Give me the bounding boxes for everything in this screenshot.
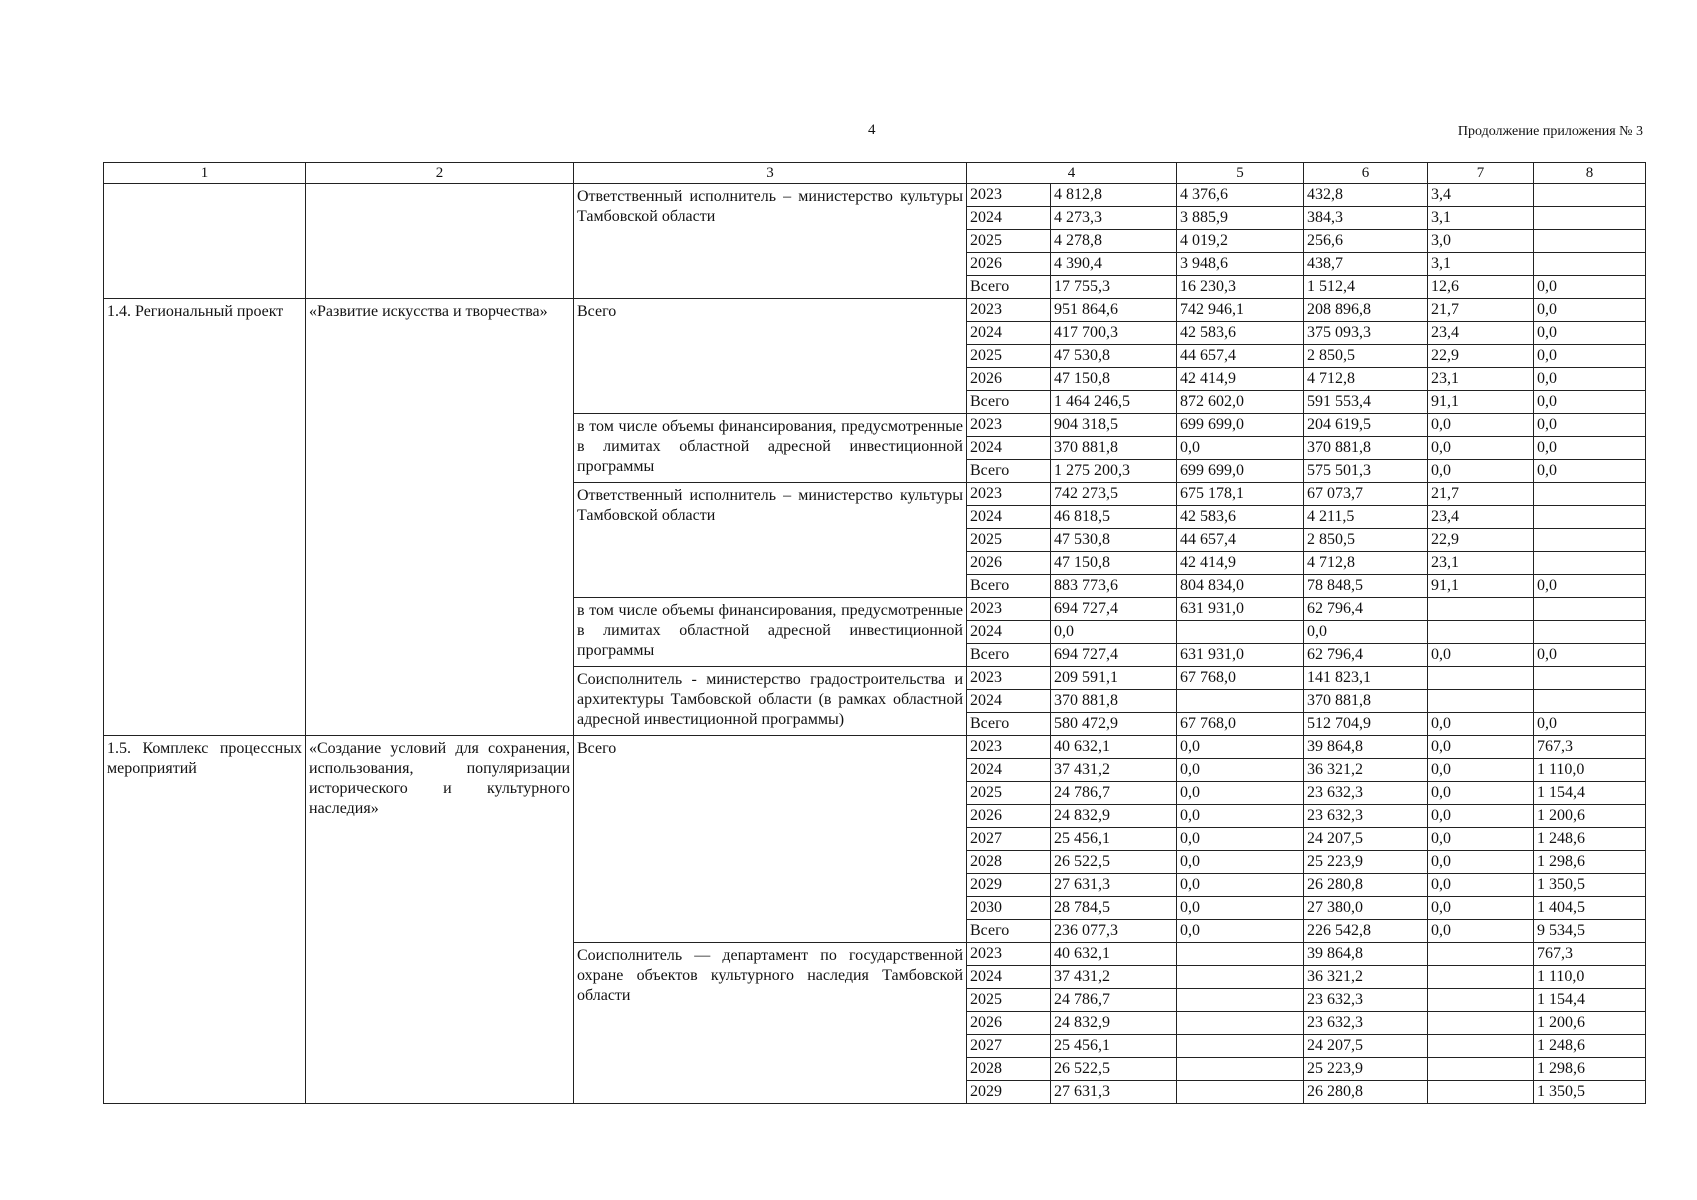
executor-cell: в том числе объемы финансирования, предусмотренные в лимитах областной адресной инвестиционной программы — [574, 414, 967, 483]
extra-budget-cell: 1 298,6 — [1534, 851, 1646, 874]
header-col-1: 1 — [104, 163, 306, 184]
year-cell: 2030 — [967, 897, 1051, 920]
federal-cell — [1177, 1012, 1304, 1035]
year-cell: 2023 — [967, 483, 1051, 506]
local-cell — [1428, 1012, 1534, 1035]
total-cell: 26 522,5 — [1051, 851, 1177, 874]
regional-cell: 78 848,5 — [1304, 575, 1428, 598]
regional-cell: 1 512,4 — [1304, 276, 1428, 299]
total-cell: 27 631,3 — [1051, 874, 1177, 897]
year-cell: 2026 — [967, 368, 1051, 391]
regional-cell: 204 619,5 — [1304, 414, 1428, 437]
extra-budget-cell: 1 200,6 — [1534, 805, 1646, 828]
local-cell — [1428, 1081, 1534, 1104]
total-cell: 25 456,1 — [1051, 1035, 1177, 1058]
federal-cell: 0,0 — [1177, 851, 1304, 874]
local-cell: 0,0 — [1428, 736, 1534, 759]
year-cell: 2026 — [967, 552, 1051, 575]
extra-budget-cell: 1 350,5 — [1534, 1081, 1646, 1104]
extra-budget-cell: 0,0 — [1534, 322, 1646, 345]
federal-cell: 0,0 — [1177, 920, 1304, 943]
section-number-cell — [104, 184, 306, 299]
regional-cell: 375 093,3 — [1304, 322, 1428, 345]
extra-budget-cell — [1534, 207, 1646, 230]
local-cell: 0,0 — [1428, 782, 1534, 805]
federal-cell: 631 931,0 — [1177, 644, 1304, 667]
extra-budget-cell: 1 404,5 — [1534, 897, 1646, 920]
total-cell: 209 591,1 — [1051, 667, 1177, 690]
year-cell: 2023 — [967, 299, 1051, 322]
local-cell: 0,0 — [1428, 713, 1534, 736]
federal-cell: 4 019,2 — [1177, 230, 1304, 253]
year-cell: 2029 — [967, 1081, 1051, 1104]
extra-budget-cell — [1534, 230, 1646, 253]
federal-cell: 42 414,9 — [1177, 368, 1304, 391]
local-cell — [1428, 690, 1534, 713]
local-cell: 0,0 — [1428, 920, 1534, 943]
extra-budget-cell: 767,3 — [1534, 943, 1646, 966]
section-number-cell: 1.4. Региональный проект — [104, 299, 306, 736]
total-cell: 1 275 200,3 — [1051, 460, 1177, 483]
regional-cell: 4 211,5 — [1304, 506, 1428, 529]
executor-cell: Всего — [574, 736, 967, 943]
total-cell: 4 812,8 — [1051, 184, 1177, 207]
regional-cell: 208 896,8 — [1304, 299, 1428, 322]
local-cell — [1428, 667, 1534, 690]
local-cell: 22,9 — [1428, 345, 1534, 368]
year-cell: 2025 — [967, 345, 1051, 368]
local-cell: 0,0 — [1428, 414, 1534, 437]
section-title-cell — [306, 184, 574, 299]
local-cell: 3,4 — [1428, 184, 1534, 207]
regional-cell: 2 850,5 — [1304, 529, 1428, 552]
extra-budget-cell: 0,0 — [1534, 276, 1646, 299]
total-cell: 24 786,7 — [1051, 782, 1177, 805]
local-cell — [1428, 1035, 1534, 1058]
extra-budget-cell: 0,0 — [1534, 644, 1646, 667]
executor-cell: Соисполнитель — департамент по государственной охране объектов культурного наследия Тамбовской области — [574, 943, 967, 1104]
table-row — [104, 184, 1646, 207]
year-cell: 2026 — [967, 805, 1051, 828]
year-cell: Всего — [967, 575, 1051, 598]
total-cell: 47 150,8 — [1051, 368, 1177, 391]
local-cell: 0,0 — [1428, 874, 1534, 897]
federal-cell: 16 230,3 — [1177, 276, 1304, 299]
federal-cell: 67 768,0 — [1177, 713, 1304, 736]
year-cell: 2025 — [967, 529, 1051, 552]
total-cell: 417 700,3 — [1051, 322, 1177, 345]
federal-cell: 42 414,9 — [1177, 552, 1304, 575]
year-cell: 2023 — [967, 736, 1051, 759]
header-col-7: 7 — [1428, 163, 1534, 184]
total-cell: 742 273,5 — [1051, 483, 1177, 506]
local-cell — [1428, 966, 1534, 989]
local-cell: 3,1 — [1428, 207, 1534, 230]
local-cell: 91,1 — [1428, 391, 1534, 414]
federal-cell: 872 602,0 — [1177, 391, 1304, 414]
federal-cell: 44 657,4 — [1177, 529, 1304, 552]
extra-budget-cell: 767,3 — [1534, 736, 1646, 759]
regional-cell: 25 223,9 — [1304, 851, 1428, 874]
year-cell: 2025 — [967, 989, 1051, 1012]
federal-cell: 67 768,0 — [1177, 667, 1304, 690]
extra-budget-cell — [1534, 184, 1646, 207]
regional-cell: 62 796,4 — [1304, 598, 1428, 621]
regional-cell: 26 280,8 — [1304, 1081, 1428, 1104]
regional-cell: 370 881,8 — [1304, 437, 1428, 460]
extra-budget-cell: 1 110,0 — [1534, 966, 1646, 989]
total-cell: 370 881,8 — [1051, 690, 1177, 713]
total-cell: 236 077,3 — [1051, 920, 1177, 943]
executor-cell: Соисполнитель - министерство градостроительства и архитектуры Тамбовской области (в рамках областной адресной инвестиционной программы) — [574, 667, 967, 736]
header-col-5: 5 — [1177, 163, 1304, 184]
federal-cell: 0,0 — [1177, 736, 1304, 759]
regional-cell: 24 207,5 — [1304, 1035, 1428, 1058]
regional-cell: 36 321,2 — [1304, 759, 1428, 782]
regional-cell: 432,8 — [1304, 184, 1428, 207]
regional-cell: 141 823,1 — [1304, 667, 1428, 690]
header-col-3: 3 — [574, 163, 967, 184]
extra-budget-cell: 1 154,4 — [1534, 989, 1646, 1012]
table-row — [104, 299, 1646, 322]
year-cell: Всего — [967, 276, 1051, 299]
header-col-8: 8 — [1534, 163, 1646, 184]
federal-cell: 42 583,6 — [1177, 506, 1304, 529]
extra-budget-cell — [1534, 598, 1646, 621]
total-cell: 47 530,8 — [1051, 529, 1177, 552]
federal-cell: 0,0 — [1177, 897, 1304, 920]
regional-cell: 575 501,3 — [1304, 460, 1428, 483]
year-cell: 2024 — [967, 966, 1051, 989]
total-cell: 4 273,3 — [1051, 207, 1177, 230]
year-cell: 2028 — [967, 1058, 1051, 1081]
extra-budget-cell: 0,0 — [1534, 368, 1646, 391]
page-number: 4 — [868, 122, 876, 138]
extra-budget-cell — [1534, 552, 1646, 575]
federal-cell — [1177, 989, 1304, 1012]
local-cell: 0,0 — [1428, 805, 1534, 828]
year-cell: 2024 — [967, 759, 1051, 782]
local-cell — [1428, 989, 1534, 1012]
header-row — [104, 163, 1646, 184]
local-cell: 3,0 — [1428, 230, 1534, 253]
local-cell — [1428, 598, 1534, 621]
local-cell: 0,0 — [1428, 828, 1534, 851]
federal-cell: 0,0 — [1177, 828, 1304, 851]
local-cell: 21,7 — [1428, 299, 1534, 322]
extra-budget-cell: 1 200,6 — [1534, 1012, 1646, 1035]
regional-cell: 591 553,4 — [1304, 391, 1428, 414]
extra-budget-cell: 1 298,6 — [1534, 1058, 1646, 1081]
regional-cell: 23 632,3 — [1304, 805, 1428, 828]
local-cell: 23,4 — [1428, 506, 1534, 529]
extra-budget-cell: 1 350,5 — [1534, 874, 1646, 897]
extra-budget-cell: 1 110,0 — [1534, 759, 1646, 782]
local-cell: 23,1 — [1428, 552, 1534, 575]
section-title-cell: «Развитие искусства и творчества» — [306, 299, 574, 736]
year-cell: 2024 — [967, 621, 1051, 644]
local-cell: 23,4 — [1428, 322, 1534, 345]
total-cell: 27 631,3 — [1051, 1081, 1177, 1104]
total-cell: 370 881,8 — [1051, 437, 1177, 460]
local-cell — [1428, 621, 1534, 644]
extra-budget-cell: 9 534,5 — [1534, 920, 1646, 943]
federal-cell: 3 948,6 — [1177, 253, 1304, 276]
regional-cell: 226 542,8 — [1304, 920, 1428, 943]
extra-budget-cell: 0,0 — [1534, 460, 1646, 483]
year-cell: Всего — [967, 391, 1051, 414]
executor-cell: в том числе объемы финансирования, предусмотренные в лимитах областной адресной инвестиционной программы — [574, 598, 967, 667]
regional-cell: 4 712,8 — [1304, 368, 1428, 391]
total-cell: 26 522,5 — [1051, 1058, 1177, 1081]
total-cell: 28 784,5 — [1051, 897, 1177, 920]
regional-cell: 62 796,4 — [1304, 644, 1428, 667]
continuation-label: Продолжение приложения № 3 — [1457, 124, 1643, 139]
federal-cell — [1177, 1035, 1304, 1058]
regional-cell: 384,3 — [1304, 207, 1428, 230]
extra-budget-cell — [1534, 253, 1646, 276]
year-cell: 2023 — [967, 414, 1051, 437]
local-cell: 0,0 — [1428, 460, 1534, 483]
federal-cell: 742 946,1 — [1177, 299, 1304, 322]
extra-budget-cell: 0,0 — [1534, 391, 1646, 414]
federal-cell — [1177, 1081, 1304, 1104]
year-cell: Всего — [967, 920, 1051, 943]
federal-cell: 631 931,0 — [1177, 598, 1304, 621]
extra-budget-cell — [1534, 690, 1646, 713]
federal-cell: 0,0 — [1177, 437, 1304, 460]
year-cell: 2025 — [967, 230, 1051, 253]
local-cell: 0,0 — [1428, 851, 1534, 874]
table-body — [104, 184, 1646, 1104]
year-cell: Всего — [967, 713, 1051, 736]
extra-budget-cell — [1534, 621, 1646, 644]
regional-cell: 512 704,9 — [1304, 713, 1428, 736]
total-cell: 4 278,8 — [1051, 230, 1177, 253]
year-cell: 2027 — [967, 1035, 1051, 1058]
regional-cell: 0,0 — [1304, 621, 1428, 644]
regional-cell: 24 207,5 — [1304, 828, 1428, 851]
local-cell: 22,9 — [1428, 529, 1534, 552]
header-col-4: 4 — [967, 163, 1177, 184]
year-cell: 2024 — [967, 690, 1051, 713]
total-cell: 17 755,3 — [1051, 276, 1177, 299]
local-cell: 21,7 — [1428, 483, 1534, 506]
total-cell: 580 472,9 — [1051, 713, 1177, 736]
header-col-6: 6 — [1304, 163, 1428, 184]
extra-budget-cell: 0,0 — [1534, 414, 1646, 437]
local-cell: 23,1 — [1428, 368, 1534, 391]
section-title-cell: «Создание условий для сохранения, использования, популяризации исторического и культурного наследия» — [306, 736, 574, 1104]
year-cell: Всего — [967, 460, 1051, 483]
federal-cell: 3 885,9 — [1177, 207, 1304, 230]
year-cell: 2023 — [967, 598, 1051, 621]
federal-cell: 804 834,0 — [1177, 575, 1304, 598]
financing-table — [103, 162, 1646, 1104]
regional-cell: 2 850,5 — [1304, 345, 1428, 368]
extra-budget-cell — [1534, 667, 1646, 690]
federal-cell: 0,0 — [1177, 874, 1304, 897]
regional-cell: 39 864,8 — [1304, 736, 1428, 759]
year-cell: 2029 — [967, 874, 1051, 897]
total-cell: 24 786,7 — [1051, 989, 1177, 1012]
total-cell: 694 727,4 — [1051, 644, 1177, 667]
year-cell: 2028 — [967, 851, 1051, 874]
regional-cell: 36 321,2 — [1304, 966, 1428, 989]
extra-budget-cell: 0,0 — [1534, 345, 1646, 368]
local-cell: 12,6 — [1428, 276, 1534, 299]
regional-cell: 27 380,0 — [1304, 897, 1428, 920]
total-cell: 40 632,1 — [1051, 943, 1177, 966]
year-cell: 2024 — [967, 207, 1051, 230]
total-cell: 1 464 246,5 — [1051, 391, 1177, 414]
total-cell: 0,0 — [1051, 621, 1177, 644]
regional-cell: 23 632,3 — [1304, 782, 1428, 805]
year-cell: 2024 — [967, 437, 1051, 460]
total-cell: 47 150,8 — [1051, 552, 1177, 575]
regional-cell: 370 881,8 — [1304, 690, 1428, 713]
total-cell: 883 773,6 — [1051, 575, 1177, 598]
table-row — [104, 736, 1646, 759]
federal-cell: 675 178,1 — [1177, 483, 1304, 506]
extra-budget-cell: 0,0 — [1534, 299, 1646, 322]
federal-cell — [1177, 690, 1304, 713]
total-cell: 37 431,2 — [1051, 966, 1177, 989]
regional-cell: 23 632,3 — [1304, 989, 1428, 1012]
total-cell: 24 832,9 — [1051, 805, 1177, 828]
year-cell: 2026 — [967, 253, 1051, 276]
extra-budget-cell: 1 248,6 — [1534, 1035, 1646, 1058]
extra-budget-cell: 0,0 — [1534, 575, 1646, 598]
total-cell: 46 818,5 — [1051, 506, 1177, 529]
federal-cell — [1177, 943, 1304, 966]
year-cell: 2027 — [967, 828, 1051, 851]
year-cell: 2023 — [967, 943, 1051, 966]
extra-budget-cell — [1534, 483, 1646, 506]
regional-cell: 4 712,8 — [1304, 552, 1428, 575]
regional-cell: 26 280,8 — [1304, 874, 1428, 897]
year-cell: 2026 — [967, 1012, 1051, 1035]
executor-cell: Ответственный исполнитель – министерство культуры Тамбовской области — [574, 184, 967, 299]
local-cell: 91,1 — [1428, 575, 1534, 598]
federal-cell — [1177, 1058, 1304, 1081]
local-cell: 0,0 — [1428, 437, 1534, 460]
extra-budget-cell — [1534, 506, 1646, 529]
year-cell: 2024 — [967, 506, 1051, 529]
header-col-2: 2 — [306, 163, 574, 184]
section-number-cell: 1.5. Комплекс процессных мероприятий — [104, 736, 306, 1104]
extra-budget-cell: 0,0 — [1534, 437, 1646, 460]
federal-cell: 0,0 — [1177, 805, 1304, 828]
extra-budget-cell: 1 248,6 — [1534, 828, 1646, 851]
local-cell: 0,0 — [1428, 897, 1534, 920]
extra-budget-cell: 0,0 — [1534, 713, 1646, 736]
extra-budget-cell — [1534, 529, 1646, 552]
local-cell — [1428, 943, 1534, 966]
federal-cell: 699 699,0 — [1177, 414, 1304, 437]
regional-cell: 438,7 — [1304, 253, 1428, 276]
total-cell: 25 456,1 — [1051, 828, 1177, 851]
total-cell: 40 632,1 — [1051, 736, 1177, 759]
regional-cell: 256,6 — [1304, 230, 1428, 253]
federal-cell: 4 376,6 — [1177, 184, 1304, 207]
federal-cell: 44 657,4 — [1177, 345, 1304, 368]
executor-cell: Ответственный исполнитель – министерство культуры Тамбовской области — [574, 483, 967, 598]
total-cell: 4 390,4 — [1051, 253, 1177, 276]
total-cell: 37 431,2 — [1051, 759, 1177, 782]
local-cell: 0,0 — [1428, 644, 1534, 667]
total-cell: 47 530,8 — [1051, 345, 1177, 368]
regional-cell: 23 632,3 — [1304, 1012, 1428, 1035]
local-cell — [1428, 1058, 1534, 1081]
year-cell: 2025 — [967, 782, 1051, 805]
year-cell: 2023 — [967, 667, 1051, 690]
year-cell: 2024 — [967, 322, 1051, 345]
local-cell: 3,1 — [1428, 253, 1534, 276]
executor-cell: Всего — [574, 299, 967, 414]
regional-cell: 39 864,8 — [1304, 943, 1428, 966]
total-cell: 694 727,4 — [1051, 598, 1177, 621]
year-cell: 2023 — [967, 184, 1051, 207]
year-cell: Всего — [967, 644, 1051, 667]
federal-cell: 0,0 — [1177, 759, 1304, 782]
total-cell: 24 832,9 — [1051, 1012, 1177, 1035]
extra-budget-cell: 1 154,4 — [1534, 782, 1646, 805]
federal-cell — [1177, 966, 1304, 989]
regional-cell: 25 223,9 — [1304, 1058, 1428, 1081]
regional-cell: 67 073,7 — [1304, 483, 1428, 506]
federal-cell — [1177, 621, 1304, 644]
total-cell: 904 318,5 — [1051, 414, 1177, 437]
federal-cell: 42 583,6 — [1177, 322, 1304, 345]
total-cell: 951 864,6 — [1051, 299, 1177, 322]
federal-cell: 699 699,0 — [1177, 460, 1304, 483]
federal-cell: 0,0 — [1177, 782, 1304, 805]
local-cell: 0,0 — [1428, 759, 1534, 782]
